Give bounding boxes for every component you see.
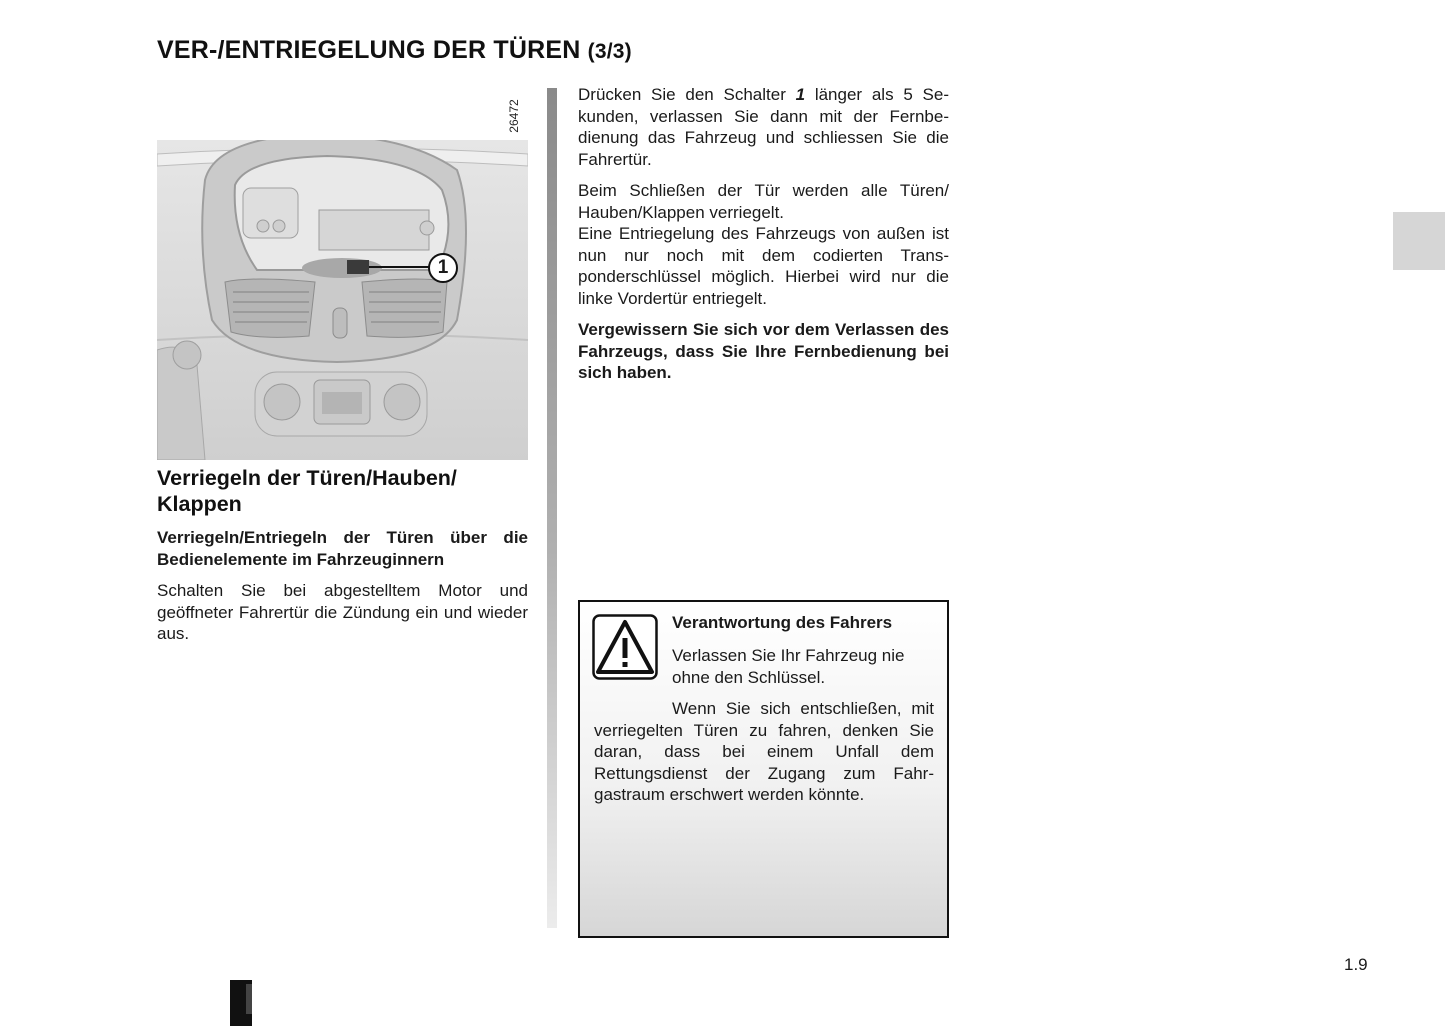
callout-badge: 1 (428, 253, 458, 283)
title-text: VER-/ENTRIEGELUNG DER TÜREN (157, 36, 581, 64)
callout-leader-line (369, 266, 429, 268)
warning-text-1: Verlassen Sie Ihr Fahrzeug nie ohne den Schlüssel. (672, 646, 905, 687)
page-number: 1.9 (1344, 955, 1368, 974)
left-paragraph: Schalten Sie bei abgestelltem Motor und geöffneter Fahrertür die Zündung ein und wieder aus. (157, 581, 528, 643)
subsection-title: Verriegeln/Entriegeln der Türen über die Bedienelemente im Fahrzeuginnern (157, 528, 528, 569)
left-column (157, 465, 528, 655)
right-paragraph-1: Drücken Sie den Schalter 1 länger als 5 Sekunden, verlassen Sie dann mit der Fernbedienung das Fahrzeug und schliessen Sie die Fahrertür. (578, 85, 949, 169)
right-paragraph-3: Eine Entriegelung des Fahrzeugs von außen ist nun nur noch mit dem codierten Transponderschlüssel möglich. Hierbei wird nur die linke Vordertür entriegelt. (578, 224, 949, 308)
switch-reference: 1 (795, 85, 806, 104)
right-paragraph-4: Vergewissern Sie sich vor dem Verlassen des Fahrzeugs, dass Sie Ihre Fernbedienung bei sich haben. (578, 320, 949, 382)
dashboard-illustration (157, 140, 528, 460)
section-title: Verriegeln der Türen/Hauben/ Klappen (157, 466, 457, 516)
binding-mark (230, 980, 252, 1026)
chapter-tab (1393, 212, 1445, 270)
warning-text-2: Wenn Sie sich entschließen, mit verriegelten Türen zu fahren, denken Sie daran, dass bei einem Unfall dem Rettungsdienst der Zugang zum Fahrgastraum erschwert werden könnte. (594, 699, 934, 804)
column-divider (547, 88, 557, 928)
dashboard-drawing (157, 140, 528, 460)
warning-title: Verantwortung des Fahrers (672, 613, 893, 632)
warning-box (578, 600, 949, 938)
page-title (157, 36, 632, 65)
warning-triangle-icon (592, 614, 658, 680)
right-paragraph-2: Beim Schließen der Tür werden alle Türen/ Hauben/Klappen verriegelt. (578, 181, 949, 222)
right-column (578, 84, 949, 394)
title-part: (3/3) (587, 40, 632, 63)
figure-code: 26472 (507, 99, 521, 133)
